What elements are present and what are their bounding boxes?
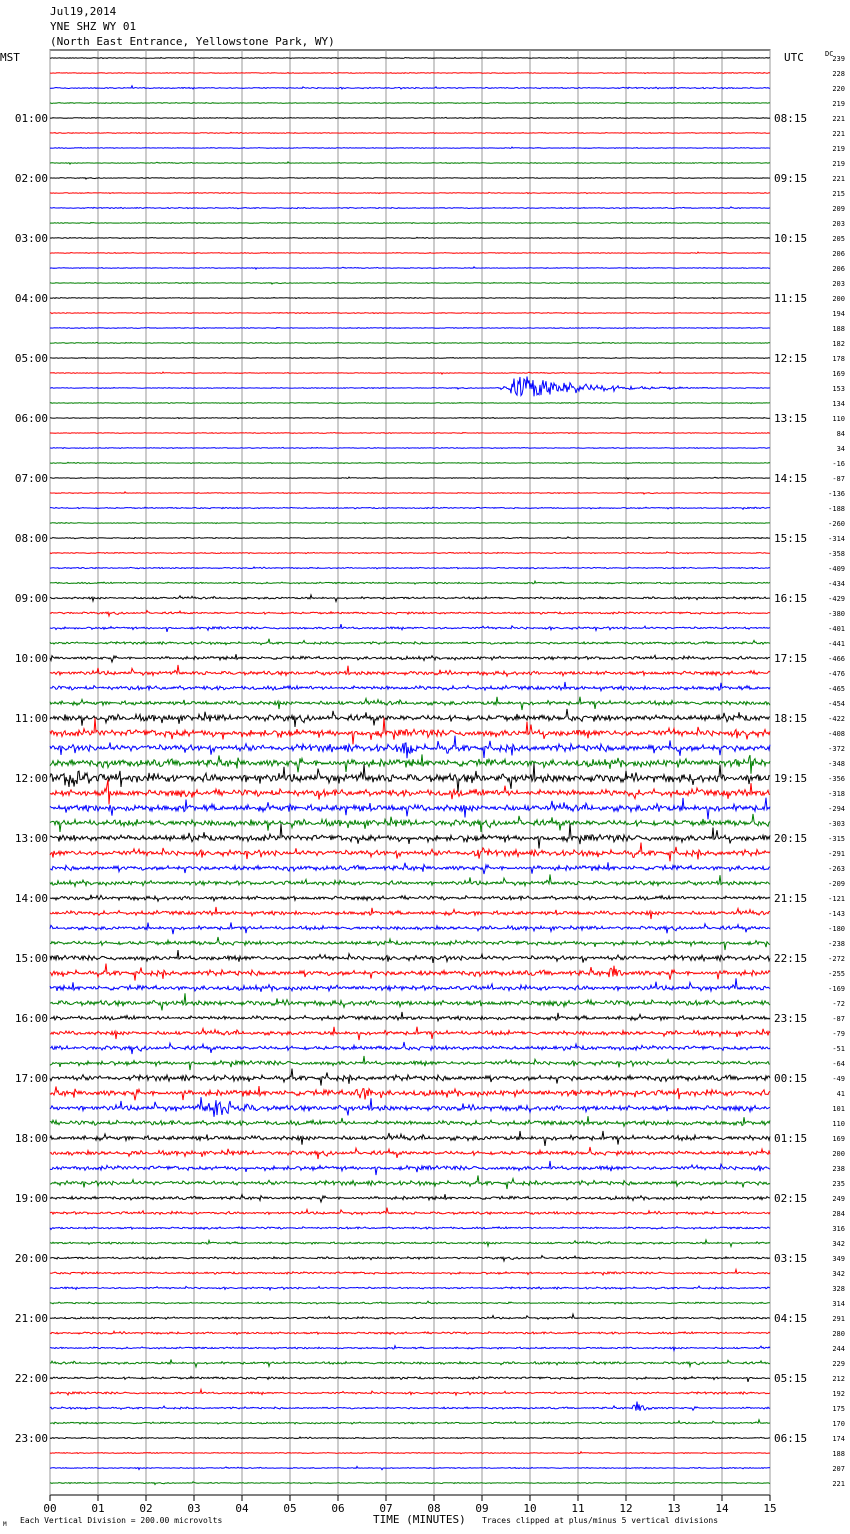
dc-offset-label: -372 (828, 745, 845, 753)
dc-offset-label: -429 (828, 595, 845, 603)
local-hour-label: 05:00 (14, 352, 48, 365)
seismic-trace (50, 1286, 770, 1290)
seismic-trace (50, 611, 770, 616)
dc-offset-label: 178 (832, 355, 845, 363)
seismic-trace (50, 1466, 770, 1469)
dc-offset-label: 34 (836, 445, 845, 453)
dc-offset-label: -49 (832, 1075, 845, 1083)
local-hour-label: 03:00 (14, 232, 48, 245)
seismic-trace (50, 1240, 770, 1247)
dc-offset-label: -263 (828, 865, 845, 873)
local-hour-label: 13:00 (14, 832, 48, 845)
utc-hour-label: 11:15 (774, 292, 808, 305)
dc-offset-label: -315 (828, 835, 845, 843)
scale-note: Each Vertical Division = 200.00 microvolts (20, 1516, 223, 1525)
seismic-trace (50, 297, 770, 298)
date-title: Jul19,2014 (50, 5, 117, 18)
dc-offset-label: -454 (828, 700, 845, 708)
seismic-trace (50, 1175, 770, 1189)
seismic-trace (50, 328, 770, 329)
local-hour-label: 19:00 (14, 1192, 48, 1205)
seismic-trace (50, 964, 770, 981)
local-hour-label: 08:00 (14, 532, 48, 545)
utc-hour-label: 04:15 (774, 1312, 808, 1325)
seismic-trace (50, 252, 770, 254)
seismic-trace (50, 639, 770, 645)
local-hour-label: 02:00 (14, 172, 48, 185)
local-hour-label: 21:00 (14, 1312, 48, 1325)
seismic-trace (50, 1270, 770, 1276)
dc-offset-label: 316 (832, 1225, 845, 1233)
seismic-trace (50, 312, 770, 313)
utc-hour-label: 19:15 (774, 772, 808, 785)
seismic-trace (50, 522, 770, 523)
seismic-trace (50, 58, 770, 59)
seismic-trace (50, 433, 770, 434)
utc-hour-label: 23:15 (774, 1012, 808, 1025)
seismic-trace (50, 267, 770, 269)
dc-offset-label: -136 (828, 490, 845, 498)
dc-offset-label: -51 (832, 1045, 845, 1053)
seismic-trace (50, 697, 770, 710)
local-hour-label: 04:00 (14, 292, 48, 305)
dc-offset-label: -466 (828, 655, 845, 663)
seismic-trace (50, 1360, 770, 1367)
seismic-trace (50, 1027, 770, 1040)
dc-offset-label: 349 (832, 1255, 845, 1263)
x-tick-label: 07 (379, 1502, 393, 1515)
dc-offset-label: -169 (828, 985, 845, 993)
dc-offset-label: -64 (832, 1060, 845, 1068)
seismic-trace (50, 222, 770, 223)
seismic-trace (50, 1377, 770, 1382)
dc-offset-label: -356 (828, 775, 845, 783)
local-hour-label: 07:00 (14, 472, 48, 485)
dc-offset-label: 207 (832, 1465, 845, 1473)
seismic-trace (50, 1420, 770, 1424)
dc-offset-label: 280 (832, 1330, 845, 1338)
utc-hour-label: 12:15 (774, 352, 808, 365)
dc-offset-label: 175 (832, 1405, 845, 1413)
utc-hour-label: 16:15 (774, 592, 808, 605)
dc-offset-label: -272 (828, 955, 845, 963)
dc-offset-label: -409 (828, 565, 845, 573)
utc-hour-label: 22:15 (774, 952, 808, 965)
dc-offset-label: 238 (832, 1165, 845, 1173)
utc-hour-label: 00:15 (774, 1072, 808, 1085)
dc-offset-label: 170 (832, 1420, 845, 1428)
seismic-trace (50, 1346, 770, 1351)
dc-offset-label: -255 (828, 970, 845, 978)
local-hour-label: 09:00 (14, 592, 48, 605)
seismic-trace (50, 1208, 770, 1215)
x-tick-label: 13 (667, 1502, 681, 1515)
dc-offset-label: 342 (832, 1270, 845, 1278)
dc-offset-label: -408 (828, 730, 845, 738)
dc-offset-label: 235 (832, 1180, 845, 1188)
dc-offset-label: 221 (832, 115, 845, 123)
dc-offset-label: 188 (832, 325, 845, 333)
dc-offset-label: -87 (832, 1015, 845, 1023)
dc-offset-label: 194 (832, 310, 845, 318)
dc-offset-label: -238 (828, 940, 845, 948)
x-tick-label: 04 (235, 1502, 249, 1515)
seismic-trace (50, 1012, 770, 1021)
dc-offset-label: -314 (828, 535, 845, 543)
local-hour-label: 22:00 (14, 1372, 48, 1385)
seismic-trace (50, 86, 770, 89)
dc-offset-label: 219 (832, 160, 845, 168)
dc-offset-header: DC (825, 50, 834, 58)
seismic-trace (50, 1056, 770, 1070)
seismic-trace (50, 718, 770, 745)
dc-offset-label: 169 (832, 370, 845, 378)
seismic-trace (50, 342, 770, 343)
seismic-trace (50, 978, 770, 991)
seismic-trace (50, 665, 770, 676)
local-hour-label: 17:00 (14, 1072, 48, 1085)
dc-offset-label: -476 (828, 670, 845, 678)
x-tick-label: 01 (91, 1502, 105, 1515)
local-hour-label: 16:00 (14, 1012, 48, 1025)
x-tick-label: 09 (475, 1502, 489, 1515)
seismic-trace (50, 1161, 770, 1175)
seismic-trace (50, 417, 770, 418)
seismic-trace (50, 736, 770, 759)
dc-offset-label: -72 (832, 1000, 845, 1008)
dc-offset-label: 221 (832, 175, 845, 183)
dc-offset-label: 203 (832, 220, 845, 228)
seismic-trace (50, 595, 770, 602)
seismic-trace (50, 462, 770, 463)
dc-offset-label: -348 (828, 760, 845, 768)
utc-hour-label: 21:15 (774, 892, 808, 905)
seismic-trace (50, 567, 770, 569)
seismic-trace (50, 1331, 770, 1334)
seismic-trace (50, 283, 770, 285)
dc-offset-label: 110 (832, 415, 845, 423)
seismic-trace (50, 754, 770, 773)
local-hour-label: 11:00 (14, 712, 48, 725)
dc-offset-label: 205 (832, 235, 845, 243)
seismic-trace (50, 950, 770, 963)
utc-hour-label: 18:15 (774, 712, 808, 725)
dc-offset-label: 153 (832, 385, 845, 393)
left-timezone-label: MST (0, 51, 20, 64)
seismic-trace (50, 907, 770, 919)
seismic-trace (50, 923, 770, 935)
dc-offset-label: -465 (828, 685, 845, 693)
seismic-trace (50, 1482, 770, 1485)
seismic-trace (50, 103, 770, 104)
seismic-trace (50, 447, 770, 448)
dc-offset-label: 220 (832, 85, 845, 93)
dc-offset-label: 328 (832, 1285, 845, 1293)
trace-group (50, 58, 770, 1485)
seismic-trace (50, 1131, 770, 1146)
seismic-trace (50, 824, 770, 849)
seismic-trace (50, 814, 770, 832)
right-timezone-label: UTC (784, 51, 804, 64)
clip-note: Traces clipped at plus/minus 5 vertical divisions (482, 1516, 719, 1525)
local-hour-label: 01:00 (14, 112, 48, 125)
utc-hour-label: 13:15 (774, 412, 808, 425)
local-hour-label: 06:00 (14, 412, 48, 425)
utc-hour-label: 06:15 (774, 1432, 808, 1445)
dc-offset-label: 41 (836, 1090, 845, 1098)
seismic-trace (50, 477, 770, 479)
dc-offset-label: 215 (832, 190, 845, 198)
seismic-trace (50, 358, 770, 359)
seismic-trace (50, 1402, 770, 1411)
seismic-trace (50, 403, 770, 404)
dc-offset-label: -121 (828, 895, 845, 903)
dc-offset-label: -79 (832, 1030, 845, 1038)
dc-offset-label: 101 (832, 1105, 845, 1113)
seismic-trace (50, 624, 770, 632)
dc-offset-label: 212 (832, 1375, 845, 1383)
seismic-trace (50, 1086, 770, 1100)
seismic-trace (50, 237, 770, 238)
seismic-trace (50, 654, 770, 662)
seismic-trace (50, 1097, 770, 1117)
dc-offset-label: 134 (832, 400, 845, 408)
utc-hour-label: 05:15 (774, 1372, 808, 1385)
dc-offset-label: 174 (832, 1435, 845, 1443)
seismic-trace (50, 1194, 770, 1202)
seismic-trace (50, 162, 770, 164)
dc-offset-label: -180 (828, 925, 845, 933)
seismic-trace (50, 581, 770, 584)
local-hour-label: 23:00 (14, 1432, 48, 1445)
utc-hour-label: 09:15 (774, 172, 808, 185)
dc-offset-label: 228 (832, 70, 845, 78)
utc-hour-label: 08:15 (774, 112, 808, 125)
dc-offset-label: 221 (832, 130, 845, 138)
dc-offset-label: -401 (828, 625, 845, 633)
dc-offset-label: -422 (828, 715, 845, 723)
utc-hour-label: 15:15 (774, 532, 808, 545)
dc-offset-label: 203 (832, 280, 845, 288)
seismic-trace (50, 874, 770, 886)
seismic-trace (50, 1437, 770, 1439)
dc-offset-label: 206 (832, 250, 845, 258)
seismic-trace (50, 537, 770, 539)
x-tick-label: 06 (331, 1502, 345, 1515)
dc-offset-label: -434 (828, 580, 845, 588)
dc-offset-label: 200 (832, 1150, 845, 1158)
x-tick-label: 00 (43, 1502, 57, 1515)
seismic-trace (50, 207, 770, 209)
dc-offset-label: 239 (832, 55, 845, 63)
dc-offset-label: 221 (832, 1480, 845, 1488)
axis-labels (15, 55, 845, 1515)
seismic-trace (50, 843, 770, 862)
seismic-trace (50, 709, 770, 727)
x-tick-label: 02 (139, 1502, 153, 1515)
seismic-trace (50, 1116, 770, 1126)
dc-offset-label: -87 (832, 475, 845, 483)
seismic-trace (50, 1069, 770, 1086)
seismic-trace (50, 372, 770, 374)
seismic-trace (50, 1314, 770, 1319)
dc-offset-label: -294 (828, 805, 845, 813)
dc-offset-label: 244 (832, 1345, 845, 1353)
seismic-trace (50, 377, 770, 397)
dc-offset-label: 188 (832, 1450, 845, 1458)
dc-offset-label: -291 (828, 850, 845, 858)
x-tick-label: 08 (427, 1502, 441, 1515)
dc-offset-label: 219 (832, 145, 845, 153)
seismic-trace (50, 862, 770, 874)
x-axis-title: TIME (MINUTES) (373, 1513, 466, 1526)
utc-hour-label: 03:15 (774, 1252, 808, 1265)
seismic-trace (50, 798, 770, 820)
seismic-trace (50, 1390, 770, 1396)
dc-offset-label: 249 (832, 1195, 845, 1203)
dc-offset-label: -209 (828, 880, 845, 888)
corner-mark: M (3, 1521, 7, 1528)
seismic-trace (50, 178, 770, 180)
dc-offset-label: -260 (828, 520, 845, 528)
seismic-trace (50, 117, 770, 118)
utc-hour-label: 02:15 (774, 1192, 808, 1205)
dc-offset-label: 284 (832, 1210, 845, 1218)
seismic-trace (50, 73, 770, 74)
seismic-trace (50, 192, 770, 193)
station-title: YNE SHZ WY 01 (50, 20, 137, 33)
local-hour-label: 20:00 (14, 1252, 48, 1265)
x-tick-label: 05 (283, 1502, 297, 1515)
utc-hour-label: 20:15 (774, 832, 808, 845)
seismic-trace (50, 492, 770, 494)
dc-offset-label: -16 (832, 460, 845, 468)
seismic-trace (50, 1301, 770, 1304)
seismic-trace (50, 1452, 770, 1454)
seismic-trace (50, 895, 770, 902)
seismic-trace (50, 132, 770, 133)
seismic-trace (50, 1227, 770, 1230)
dc-offset-label: 182 (832, 340, 845, 348)
seismic-trace (50, 507, 770, 509)
dc-offset-label: 192 (832, 1390, 845, 1398)
x-tick-label: 14 (715, 1502, 729, 1515)
seismic-trace (50, 1256, 770, 1261)
dc-offset-label: -441 (828, 640, 845, 648)
seismic-trace (50, 993, 770, 1010)
dc-offset-label: 110 (832, 1120, 845, 1128)
dc-offset-label: -380 (828, 610, 845, 618)
seismic-trace (50, 1042, 770, 1054)
x-tick-label: 15 (763, 1502, 777, 1515)
utc-hour-label: 10:15 (774, 232, 808, 245)
x-tick-label: 12 (619, 1502, 633, 1515)
dc-offset-label: 206 (832, 265, 845, 273)
seismic-trace (50, 764, 770, 793)
dc-offset-label: 84 (836, 430, 845, 438)
dc-offset-label: 229 (832, 1360, 845, 1368)
x-tick-label: 10 (523, 1502, 537, 1515)
utc-hour-label: 01:15 (774, 1132, 808, 1145)
seismic-trace (50, 780, 770, 805)
dc-offset-label: -188 (828, 505, 845, 513)
utc-hour-label: 14:15 (774, 472, 808, 485)
seismic-trace (50, 1147, 770, 1159)
dc-offset-label: 219 (832, 100, 845, 108)
dc-offset-label: 209 (832, 205, 845, 213)
dc-offset-label: 291 (832, 1315, 845, 1323)
dc-offset-label: -358 (828, 550, 845, 558)
seismic-trace (50, 937, 770, 950)
location-title: (North East Entrance, Yellowstone Park, WY) (50, 35, 335, 48)
dc-offset-label: 342 (832, 1240, 845, 1248)
local-hour-label: 15:00 (14, 952, 48, 965)
plot-frame (50, 50, 770, 1495)
dc-offset-label: 200 (832, 295, 845, 303)
utc-hour-label: 17:15 (774, 652, 808, 665)
local-hour-label: 12:00 (14, 772, 48, 785)
dc-offset-label: 314 (832, 1300, 845, 1308)
dc-offset-label: -303 (828, 820, 845, 828)
dc-offset-label: 169 (832, 1135, 845, 1143)
seismic-trace (50, 147, 770, 149)
local-hour-label: 14:00 (14, 892, 48, 905)
x-tick-label: 11 (571, 1502, 585, 1515)
seismic-trace (50, 682, 770, 691)
x-tick-label: 03 (187, 1502, 201, 1515)
local-hour-label: 18:00 (14, 1132, 48, 1145)
seismic-trace (50, 552, 770, 554)
dc-offset-label: -318 (828, 790, 845, 798)
local-hour-label: 10:00 (14, 652, 48, 665)
dc-offset-label: -143 (828, 910, 845, 918)
